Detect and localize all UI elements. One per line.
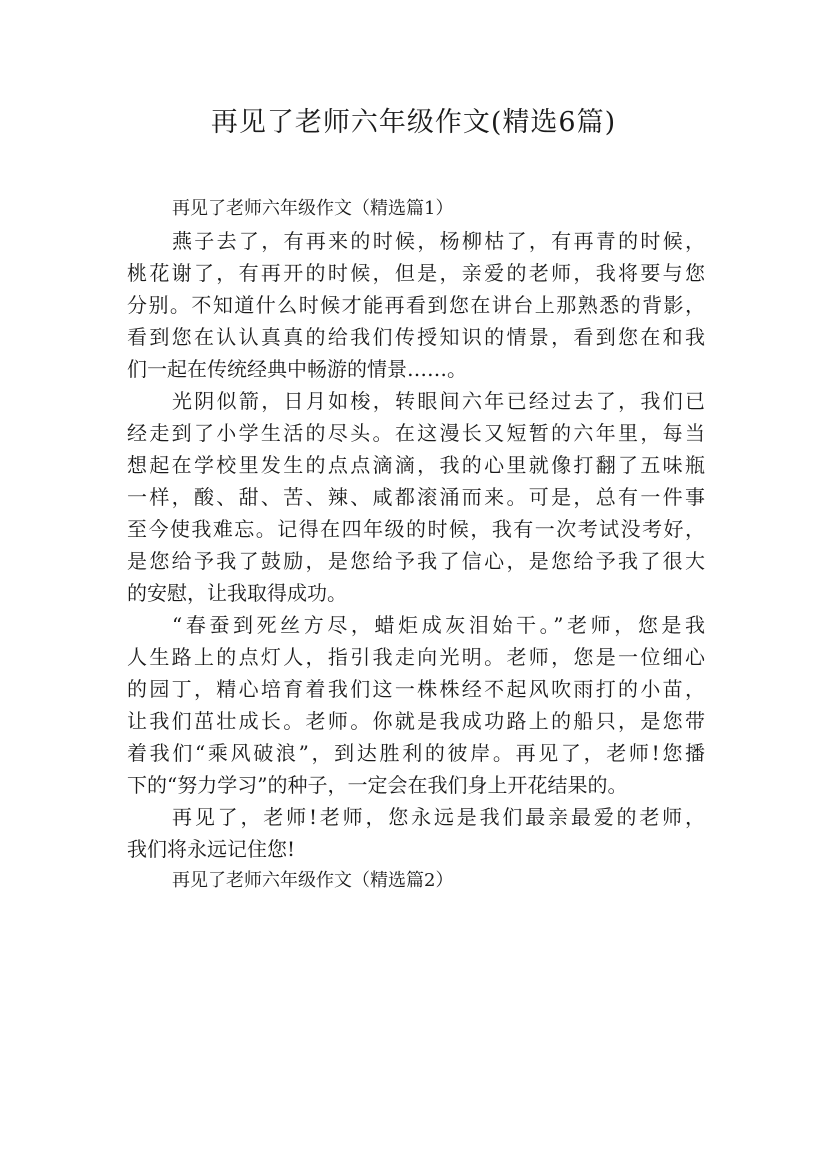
text-line: 是您给予我了鼓励，是您给予我了信心，是您给予我了很大 — [127, 549, 705, 573]
paragraph — [127, 385, 705, 609]
text-line: 的园丁，精心培育着我们这一株株经不起风吹雨打的小苗， — [127, 677, 705, 701]
paragraph — [127, 609, 705, 801]
text-line: 桃花谢了，有再开的时候，但是，亲爱的老师，我将要与您 — [127, 261, 705, 285]
text-line: 至今使我难忘。记得在四年级的时候，我有一次考试没考好， — [127, 517, 705, 541]
text-line: 人生路上的点灯人，指引我走向光明。老师，您是一位细心 — [127, 645, 705, 669]
text-line: 下的“努力学习”的种子，一定会在我们身上开花结果的。 — [127, 773, 628, 797]
text-line: 的安慰，让我取得成功。 — [127, 581, 347, 605]
document-title: 再见了老师六年级作文(精选6篇) — [210, 107, 617, 138]
text-line: 我们将永远记住您! — [127, 837, 296, 861]
section-heading: 再见了老师六年级作文（精选篇2） — [172, 870, 454, 891]
text-line: 让我们茁壮成长。老师。你就是我成功路上的船只，是您带 — [127, 709, 705, 733]
paragraph — [127, 801, 705, 865]
text-line: 燕子去了，有再来的时候，杨柳枯了，有再青的时候， — [172, 229, 705, 253]
text-line: 再见了，老师!老师，您永远是我们最亲最爱的老师， — [172, 805, 705, 829]
text-line: 经走到了小学生活的尽头。在这漫长又短暂的六年里，每当 — [127, 421, 705, 445]
text-line: 光阴似箭，日月如梭，转眼间六年已经过去了，我们已 — [172, 389, 705, 413]
text-line: 着我们“乘风破浪”，到达胜利的彼岸。再见了，老师!您播 — [127, 741, 705, 765]
section-heading: 再见了老师六年级作文（精选篇1） — [172, 198, 454, 219]
text-line: 想起在学校里发生的点点滴滴，我的心里就像打翻了五味瓶 — [127, 453, 705, 477]
text-line: 们一起在传统经典中畅游的情景……。 — [127, 357, 467, 381]
document-body — [127, 193, 705, 897]
text-line: 看到您在认认真真的给我们传授知识的情景，看到您在和我 — [127, 325, 705, 349]
text-line: 分别。不知道什么时候才能再看到您在讲台上那熟悉的背影， — [127, 293, 705, 317]
paragraph — [127, 225, 705, 385]
text-line: 一样，酸、甜、苦、辣、咸都滚涌而来。可是，总有一件事 — [127, 485, 705, 509]
text-line: “春蚕到死丝方尽，蜡炬成灰泪始干。”老师，您是我 — [172, 613, 705, 637]
